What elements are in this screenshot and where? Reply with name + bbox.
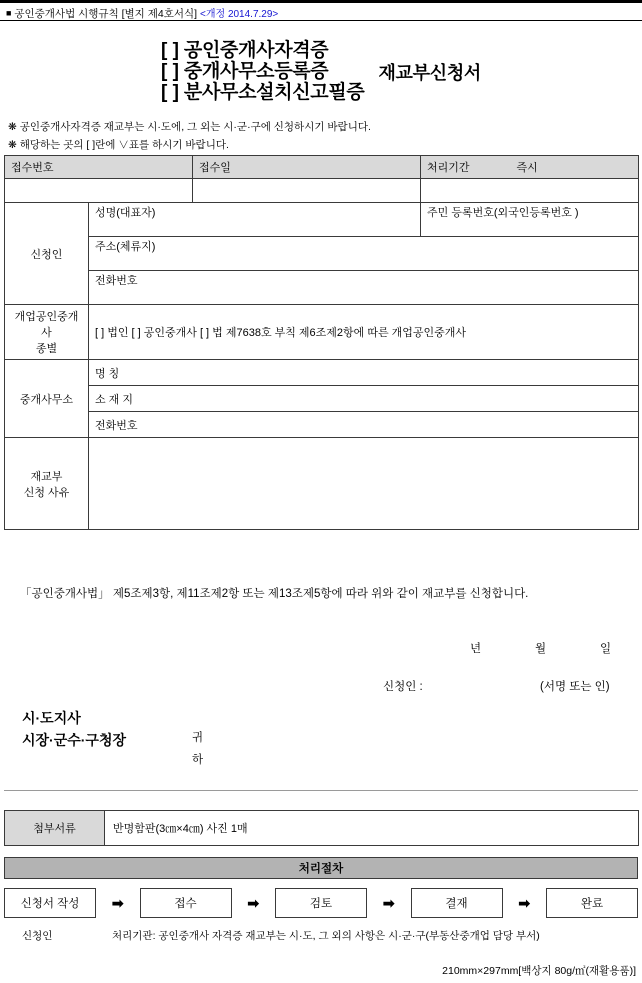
office-name-row [5, 360, 639, 386]
title-checkbox-2[interactable]: [ ] [161, 61, 179, 82]
applicant-id-field[interactable] [421, 203, 639, 237]
title-suffix: 재교부신청서 [378, 62, 481, 83]
broker-type-options[interactable]: [ ] 법인 [ ] 공인중개사 [ ] 법 제7638호 부칙 제6조제2항에 따른 개업공인중개사 [89, 305, 639, 360]
paper-specification: 210mm×297mm[백상지 80g/㎡(재활용품)] [442, 965, 636, 977]
applicant-address-row [5, 237, 639, 271]
signature-seal-label[interactable]: (서명 또는 인) [540, 681, 610, 693]
applicant-section-label: 신청인 [5, 203, 89, 305]
receipt-date-label: 접수일 [193, 156, 421, 179]
addressee-line-2: 시장·군수·구청장 [22, 732, 126, 748]
office-section-label: 중개사무소 [5, 360, 89, 438]
receipt-number-value[interactable] [5, 179, 193, 203]
arrow-right-icon-1: ➡ [111, 894, 124, 911]
date-year-label: 년 [470, 643, 482, 655]
broker-type-label-line2: 종별 [35, 343, 58, 355]
office-location-field[interactable] [89, 386, 639, 412]
title-options [161, 40, 364, 103]
office-phone-row [5, 412, 639, 438]
signature-applicant-label: 신청인 : [383, 681, 423, 693]
process-step-4: 결재 [411, 888, 503, 918]
applicant-phone-field[interactable] [89, 271, 639, 305]
note-line-1: ❋ 공인중개사자격증 재교부는 시·도에, 그 외는 시·군·구에 신청하시기 바랍니다. [8, 121, 371, 133]
header-revision: <개정 2014.7.29> [200, 9, 279, 20]
applicant-name-field[interactable] [89, 203, 421, 237]
applicant-phone-label: 전화번호 [95, 275, 138, 287]
broker-type-label-line1: 개업공인중개사 [14, 311, 79, 339]
attachment-row [5, 811, 639, 846]
arrow-right-icon-3: ➡ [382, 894, 395, 911]
process-step-5: 완료 [546, 888, 638, 918]
processing-period-value: 즉시 [511, 156, 639, 179]
title-label-1: 공인중개사자격증 [183, 40, 329, 61]
header-title: 공인중개사법 시행규칙 [별지 제4호서식] [14, 8, 198, 20]
form-title [0, 40, 642, 103]
office-location-row [5, 386, 639, 412]
broker-type-label [5, 305, 89, 360]
applicant-name-row [5, 203, 639, 237]
attachment-value: 반명함판(3㎝×4㎝) 사진 1매 [105, 811, 639, 846]
applicant-id-label: 주민 등록번호(외국인등록번호 ) [427, 207, 579, 219]
receipt-number-label: 접수번호 [5, 156, 193, 179]
reason-label-line1: 재교부 [30, 470, 63, 483]
date-month-label: 월 [535, 643, 547, 655]
office-location-label: 소 재 지 [95, 393, 133, 406]
header-divider [0, 20, 642, 21]
applicant-name-label: 성명(대표자) [95, 207, 156, 219]
processing-period-cell [421, 179, 639, 203]
legal-statement: 「공인중개사법」 제5조제3항, 제11조제2항 또는 제13조제5항에 따라 위와 같이 재교부를 신청합니다. [20, 588, 529, 600]
addressee-block [22, 707, 204, 766]
title-checkbox-3[interactable]: [ ] [161, 82, 179, 103]
date-day-label: 일 [600, 643, 612, 655]
section-divider [4, 790, 638, 791]
office-name-label: 명 칭 [95, 367, 120, 380]
receipt-row [5, 156, 639, 179]
broker-type-row [5, 305, 639, 360]
title-label-3: 분사무소설치신고필증 [183, 82, 365, 103]
arrow-right-icon-4: ➡ [518, 894, 531, 911]
title-checkbox-1[interactable]: [ ] [161, 40, 179, 61]
process-flow [4, 888, 638, 918]
attachment-label: 첨부서류 [5, 811, 105, 846]
note-line-2: ❋ 해당하는 곳의 [ ]란에 ∨표를 하시기 바랍니다. [8, 139, 229, 151]
addressee-line-1: 시·도지사 [22, 710, 81, 726]
processing-period-label: 처리기간 [421, 156, 511, 179]
reason-value[interactable] [89, 438, 639, 530]
attachment-table [4, 810, 639, 846]
applicant-address-field[interactable] [89, 237, 639, 271]
applicant-phone-row [5, 271, 639, 305]
process-step-3: 검토 [275, 888, 367, 918]
receipt-date-value[interactable] [193, 179, 421, 203]
office-name-field[interactable] [89, 360, 639, 386]
process-footer-agency: 처리기관: 공인중개사 자격증 재교부는 시·도, 그 외의 사항은 시·군·구(부동산중개업 담당 부서) [112, 930, 540, 942]
office-phone-label: 전화번호 [95, 419, 138, 432]
process-step-1: 신청서 작성 [4, 888, 96, 918]
title-label-2: 중개사무소등록증 [183, 61, 329, 82]
receipt-values-row [5, 179, 639, 203]
header-bullet-icon: ■ [6, 8, 12, 18]
process-footer-applicant: 신청인 [22, 930, 53, 942]
office-phone-field[interactable] [89, 412, 639, 438]
applicant-address-label: 주소(체류지) [95, 241, 156, 253]
reason-row [5, 438, 639, 530]
addressee-honorific: 귀하 [192, 732, 204, 766]
main-form-table [4, 155, 639, 530]
reason-label [5, 438, 89, 530]
reason-label-line2: 신청 사유 [23, 486, 70, 499]
process-step-2: 접수 [140, 888, 232, 918]
arrow-right-icon-2: ➡ [247, 894, 260, 911]
process-title: 처리절차 [4, 857, 638, 879]
